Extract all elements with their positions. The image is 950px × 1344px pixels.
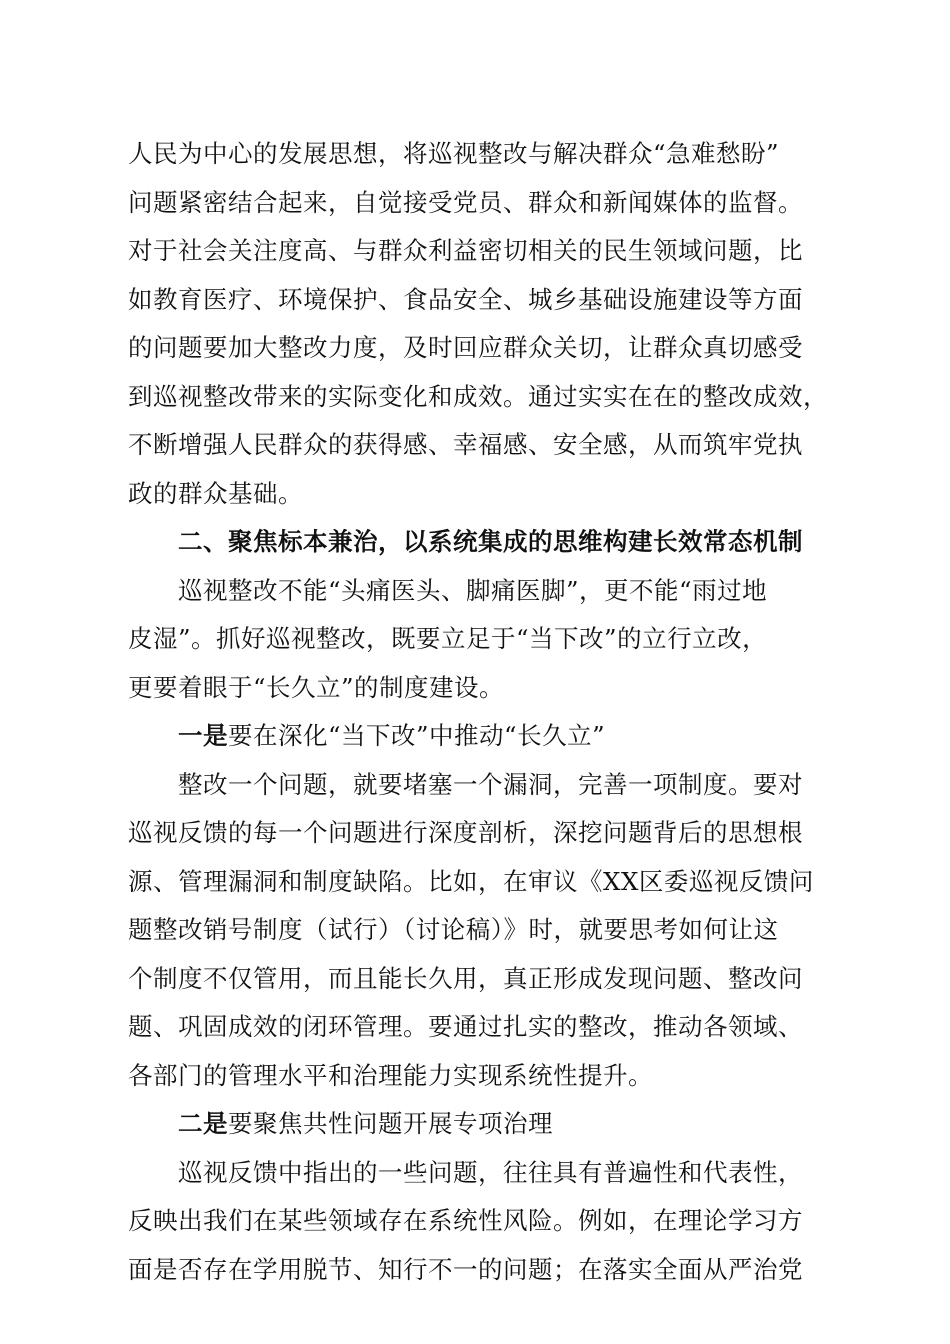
- point-text: 要聚焦共性问题开展专项治理: [228, 1109, 553, 1138]
- text-line: 题、巩固成效的闭环管理。要通过扎实的整改，推动各领域、: [128, 1012, 803, 1041]
- text-line: 巡视反馈的每一个问题进行深度剖析，深挖问题背后的思想根: [128, 818, 803, 847]
- text-line: 问题紧密结合起来，自觉接受党员、群众和新闻媒体的监督。: [128, 187, 803, 217]
- text-line: 巡视反馈中指出的一些问题，往往具有普遍性和代表性，: [178, 1157, 803, 1187]
- text-line: 人民为中心的发展思想，将巡视整改与解决群众“急难愁盼”: [128, 139, 780, 168]
- subheading-point-2: [128, 1100, 822, 1149]
- text-line: 面是否存在学用脱节、知行不一的问题；在落实全面从严治党: [128, 1254, 803, 1284]
- point-text: 要在深化“当下改”中推动“长久立”: [228, 721, 606, 750]
- subheading-point-1: [128, 712, 822, 761]
- text-line: 对于社会关注度高、与群众利益密切相关的民生领域问题，比: [128, 236, 803, 265]
- text-line: 题整改销号制度（试行）（讨论稿）》时，就要思考如何让这: [128, 915, 779, 944]
- paragraph: [128, 1149, 822, 1295]
- text-line: 巡视整改不能“头痛医头、脚痛医脚”，更不能“雨过地: [178, 575, 768, 605]
- text-line: 不断增强人民群众的获得感、幸福感、安全感，从而筑牢党执: [128, 430, 803, 459]
- text-line: 更要着眼于“长久立”的制度建设。: [128, 672, 505, 702]
- point-lead: 二是: [178, 1109, 228, 1138]
- text-line: 政的群众基础。: [128, 478, 303, 508]
- text-line: 的问题要加大整改力度，及时回应群众关切，让群众真切感受: [128, 333, 803, 362]
- paragraph: [128, 130, 828, 518]
- text-line: 各部门的管理水平和治理能力实现系统性提升。: [128, 1060, 653, 1090]
- text-line: 个制度不仅管用，而且能长久用，真正形成发现问题、整改问: [128, 963, 803, 993]
- text-line: 如教育医疗、环境保护、食品安全、城乡基础设施建设等方面: [128, 284, 803, 314]
- paragraph: [128, 567, 822, 713]
- section-heading: 二、聚焦标本兼治，以系统集成的思维构建长效常态机制: [178, 527, 803, 556]
- point-lead: 一是: [178, 721, 228, 750]
- text-line: 反映出我们在某些领域存在系统性风险。例如，在理论学习方: [128, 1206, 803, 1235]
- text-line: 到巡视整改带来的实际变化和成效。通过实实在在的整改成效，: [128, 381, 828, 411]
- paragraph: [128, 761, 822, 1101]
- text-line: 皮湿”。抓好巡视整改，既要立足于“当下改”的立行立改，: [128, 624, 768, 653]
- text-line: 整改一个问题，就要堵塞一个漏洞，完善一项制度。要对: [178, 769, 803, 799]
- text-line: 源、管理漏洞和制度缺陷。比如，在审议《XX区委巡视反馈问: [128, 866, 814, 896]
